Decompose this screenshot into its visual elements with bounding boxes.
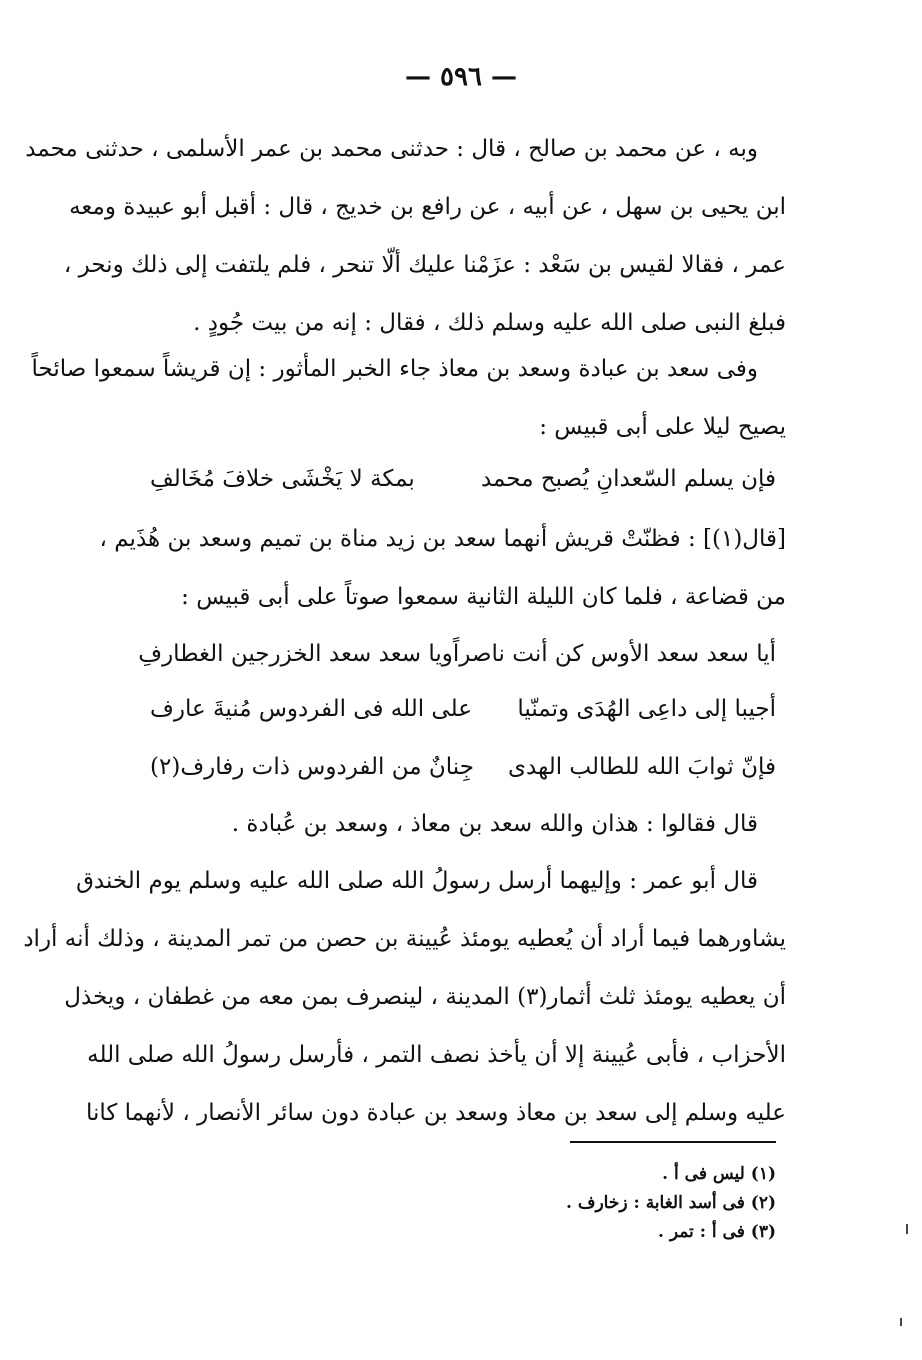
footnote-separator xyxy=(570,1141,776,1143)
footnote: (٣) فى أ : تمر . xyxy=(658,1222,776,1242)
paragraph-abu-umar xyxy=(23,852,786,1142)
text-line: فبلغ النبى صلى الله عليه وسلم ذلك ، فقال : إنه من بيت جُودٍ . xyxy=(193,310,786,336)
text-line: أن يعطيه يومئذ ثلث أثمار(٣) المدينة ، لينصرف بمن معه من غطفان ، ويخذل xyxy=(64,984,786,1010)
verse-second-hemistich: ويا سعد سعد الخزرجين الغطارفِ xyxy=(138,641,453,667)
paragraph-two-saads xyxy=(31,340,786,456)
verse-line xyxy=(150,738,776,796)
text-line: ابن يحيى بن سهل ، عن أبيه ، عن رافع بن خديج ، قال : أقبل أبو عبيدة ومعه xyxy=(69,194,786,220)
verse-first-hemistich: أيا سعد سعد الأوس كن أنت ناصراً xyxy=(452,641,776,667)
text-line: يشاورهما فيما أراد أن يُعطيه يومئذ عُيينة بن حصن من تمر المدينة ، وذلك أنه أراد xyxy=(23,926,786,952)
verse-first-hemistich: أجيبا إلى داعِى الهُدَى وتمنّيا xyxy=(517,696,776,722)
verse-line xyxy=(150,680,776,738)
paragraph-chain-of-narration xyxy=(25,120,786,352)
text-line: وبه ، عن محمد بن صالح ، قال : حدثنى محمد بن عمر الأسلمى ، حدثنى محمد xyxy=(25,136,758,162)
text-line: [قال(١)] : فظنّتْ قريش أنهما سعد بن زيد مناة بن تميم وسعد بن هُذَيم ، xyxy=(99,526,786,552)
footnotes xyxy=(400,1160,776,1247)
text-line: قال فقالوا : هذان والله سعد بن معاذ ، وسعد بن عُبادة . xyxy=(231,811,758,837)
text-line: وفى سعد بن عبادة وسعد بن معاذ جاء الخبر المأثور : إن قريشاً سمعوا صائحاً xyxy=(31,356,758,382)
verse-first-hemistich: فإن يسلم السّعدانِ يُصبح محمد xyxy=(480,466,776,492)
text-line: من قضاعة ، فلما كان الليلة الثانية سمعوا صوتاً على أبى قبيس : xyxy=(181,584,786,610)
verse-line xyxy=(150,450,776,508)
text-line: الأحزاب ، فأبى عُيينة إلا أن يأخذ نصف التمر ، فأرسل رسولُ الله صلى الله xyxy=(87,1042,786,1068)
paragraph-they-said xyxy=(128,795,786,853)
verse-first-hemistich: فإنّ ثوابَ الله للطالب الهدى xyxy=(508,754,776,780)
verse-line xyxy=(138,625,776,683)
text-line: قال أبو عمر : وإليهما أرسل رسولُ الله صلى الله عليه وسلم يوم الخندق xyxy=(76,868,758,894)
page-number: — ٥٩٦ — xyxy=(404,62,518,92)
scan-artifact xyxy=(906,1224,908,1234)
verse-second-hemistich: على الله فى الفردوس مُنيةَ عارف xyxy=(150,696,472,722)
verse-second-hemistich: جِنانٌ من الفردوس ذات رفارف(٢) xyxy=(150,754,474,780)
footnote: (٢) فى أسد الغابة : زخارف . xyxy=(566,1193,776,1213)
text-line: عمر ، فقالا لقيس بن سَعْد : عزَمْنا عليك ألّا تنحر ، فلم يلتفت إلى ذلك ونحر ، xyxy=(63,252,786,278)
footnote: (١) ليس فى أ . xyxy=(662,1164,776,1184)
text-line: يصيح ليلا على أبى قبيس : xyxy=(539,414,786,440)
paragraph-quraysh-thought xyxy=(99,510,786,626)
text-line: عليه وسلم إلى سعد بن معاذ وسعد بن عبادة دون سائر الأنصار ، لأنهما كانا xyxy=(85,1100,786,1126)
verse-second-hemistich: بمكة لا يَخْشَى خلافَ مُخَالفِ xyxy=(150,466,415,492)
scan-artifact xyxy=(900,1318,902,1326)
